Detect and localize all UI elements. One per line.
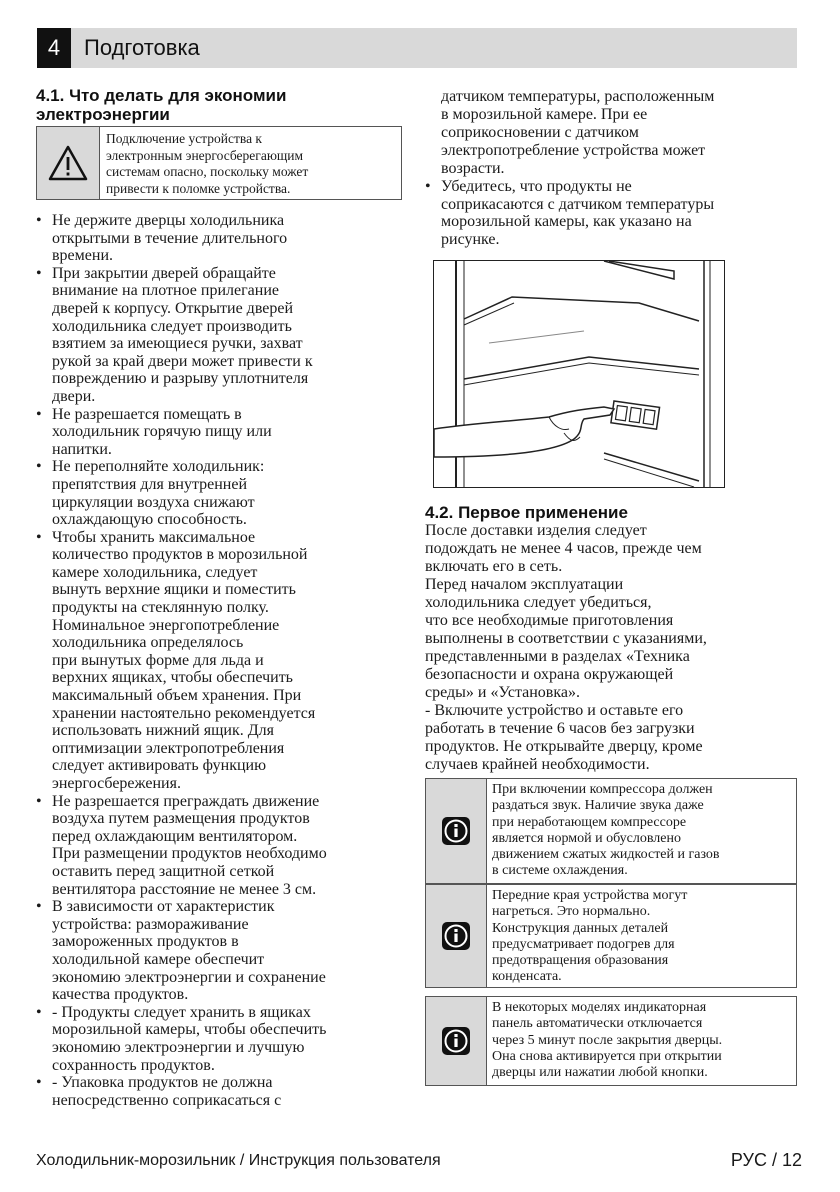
text-line: холодильника следует производить — [52, 317, 292, 335]
bullet-item — [36, 1004, 406, 1074]
bullet-item — [36, 793, 406, 899]
text-line: случаев крайней необходимости. — [425, 756, 650, 773]
right-column-text — [425, 88, 797, 248]
text-line: Передние края устройства могут — [492, 888, 688, 903]
text-line: камере холодильника, следует — [52, 563, 258, 581]
text-line: • Не переполняйте холодильник: — [52, 458, 265, 476]
text-line: перед охлаждающим вентилятором. — [52, 827, 298, 845]
bullet-item — [36, 898, 406, 1004]
text-line: препятствия для внутренней — [52, 475, 248, 493]
text-line: является нормой и обусловлено — [492, 830, 681, 846]
text-line: После доставки изделия следует — [425, 522, 647, 539]
text-line: соприкосновении с датчиком — [441, 124, 639, 141]
text-line: при вынутых форме для льда и — [52, 651, 264, 669]
text-line: охлаждающую способность. — [52, 511, 247, 529]
text-line: сохранность продуктов. — [52, 1056, 215, 1074]
text-line: двери. — [52, 387, 96, 405]
text-line: качества продуктов. — [52, 986, 189, 1004]
info-icon-cell — [426, 997, 487, 1085]
text-line: холодильной камере обеспечит — [52, 950, 265, 968]
warning-text — [100, 127, 314, 199]
text-line: При размещении продуктов необходимо — [52, 845, 327, 863]
bullet-item — [36, 458, 406, 528]
text-line: соприкасаются с датчиком температуры — [441, 195, 715, 213]
text-line: в морозильной камере. При ее — [441, 106, 648, 123]
text-line: хранении настоятельно рекомендуется — [52, 704, 316, 722]
bullet-item — [36, 529, 406, 793]
info-note-text — [487, 997, 727, 1085]
text-line: При включении компрессора должен — [492, 782, 713, 797]
text-line: воздуха путем размещения продуктов — [52, 810, 310, 828]
text-line: - Включите устройство и оставьте его — [425, 702, 684, 719]
text-line: представленными в разделах «Техника — [425, 648, 690, 665]
text-line: Она снова активируется при открытии — [492, 1048, 722, 1064]
text-line: движением сжатых жидкостей и газов — [492, 847, 720, 863]
warning-line: электронным энергосберегающим — [106, 147, 304, 163]
text-line: • При закрытии дверей обращайте — [52, 264, 276, 282]
text-line: при неработающем компрессоре — [492, 814, 687, 830]
text-line: использовать нижний ящик. Для — [52, 722, 274, 740]
text-line: устройства: размораживание — [52, 915, 249, 933]
text-line: верхних ящиках, чтобы обеспечить — [52, 669, 293, 687]
info-icon — [441, 816, 471, 846]
text-line: в системе охлаждения. — [492, 863, 628, 879]
text-line: холодильника определялось — [52, 634, 244, 652]
text-line: • - Упаковка продуктов не должна — [52, 1074, 273, 1092]
text-line: Номинальное энергопотребление — [52, 616, 280, 634]
text-line: • Убедитесь, что продукты не — [441, 178, 632, 195]
info-note-2 — [425, 884, 797, 988]
bullet-item — [36, 406, 406, 459]
text-line: конденсата. — [492, 969, 562, 985]
text-line: повреждению и разрыву уплотнителя — [52, 370, 309, 388]
bullet-item — [36, 1074, 406, 1109]
text-line: предотвращения образования — [492, 953, 669, 969]
text-line: электропотребление устройства может — [441, 142, 706, 159]
text-line: датчиком температуры, расположенным — [441, 88, 715, 105]
text-line: вентилятора расстояние не менее 3 см. — [52, 880, 317, 898]
info-note-text — [487, 779, 725, 883]
left-bullet-list — [36, 212, 406, 1109]
text-line: максимальный объем хранения. При — [52, 687, 302, 705]
text-line: дверей к корпусу. Открытие дверей — [52, 299, 294, 317]
info-icon-cell — [426, 885, 487, 987]
text-line: Конструкция данных деталей — [492, 920, 669, 936]
info-note-text — [487, 885, 692, 987]
text-line: возрасти. — [441, 160, 505, 177]
text-line: энергосбережения. — [52, 775, 181, 792]
text-line: Перед началом эксплуатации — [425, 576, 624, 593]
text-line: подождать не менее 4 часов, прежде чем — [425, 540, 702, 557]
section-1-heading-line1: 4.1. Что делать для экономии — [36, 86, 287, 105]
warning-triangle-icon — [47, 144, 89, 182]
text-line: • Не разрешается помещать в — [52, 405, 242, 423]
footer-document-title: Холодильник-морозильник / Инструкция пользователя — [36, 1152, 441, 1169]
text-line: В некоторых моделях индикаторная — [492, 1000, 707, 1015]
text-line: напитки. — [52, 440, 112, 458]
warning-icon-cell — [37, 127, 100, 199]
warning-line: Подключение устройства к — [106, 131, 262, 146]
text-line: экономию электроэнергии и лучшую — [52, 1038, 305, 1056]
text-line: • В зависимости от характеристик — [52, 898, 275, 916]
warning-line: системам опасно, поскольку может — [106, 164, 309, 179]
text-line: времени. — [52, 247, 114, 265]
fridge-sensor-illustration — [433, 260, 725, 488]
text-line: • - Продукты следует хранить в ящиках — [52, 1003, 311, 1021]
continued-bullet-text — [425, 88, 797, 178]
section-2-heading-block — [425, 503, 628, 522]
text-line: нагреться. Это нормально. — [492, 904, 651, 920]
bullet-list — [36, 212, 406, 1109]
footer-page-number: РУС / 12 — [730, 1150, 802, 1170]
text-line: оставить перед защитной сеткой — [52, 862, 275, 880]
warning-line: привести к поломке устройства. — [106, 180, 291, 196]
text-line: рукой за край двери может привести к — [52, 352, 313, 370]
chapter-title: Подготовка — [84, 35, 200, 60]
text-line: работать в течение 6 часов без загрузки — [425, 720, 695, 737]
text-line: замороженных продуктов в — [52, 933, 239, 951]
text-line: взятием за имеющиеся ручки, захват — [52, 335, 303, 353]
text-line: через 5 минут после закрытия дверцы. — [492, 1032, 723, 1048]
text-line: включать его в сеть. — [425, 558, 563, 575]
text-line: безопасности и охрана окружающей — [425, 666, 674, 683]
text-line: холодильник горячую пищу или — [52, 423, 272, 441]
text-line: внимание на плотное прилегание — [52, 282, 279, 300]
section-1-heading-line2: электроэнергии — [36, 105, 170, 124]
text-line: следует активировать функцию — [52, 757, 267, 775]
text-line: панель автоматически отключается — [492, 1016, 703, 1032]
text-line: предусматривает подогрев для — [492, 936, 675, 952]
info-icon-cell — [426, 779, 487, 883]
text-line: среды» и «Установка». — [425, 684, 580, 701]
text-line: рисунке. — [441, 230, 500, 248]
section-1-heading-block — [36, 86, 406, 124]
text-line: циркуляции воздуха снижают — [52, 493, 255, 511]
bullet-list-right — [425, 178, 797, 248]
bullet-item — [425, 178, 797, 248]
info-icon — [441, 1026, 471, 1056]
text-line: • Не держите дверцы холодильника — [52, 212, 285, 229]
text-line: вынуть верхние ящики и поместить — [52, 581, 296, 599]
text-line: морозильной камеры, как указано на — [441, 213, 692, 231]
text-line: непосредственно соприкасаться с — [52, 1091, 282, 1109]
text-line: что все необходимые приготовления — [425, 612, 674, 629]
info-note-3 — [425, 996, 797, 1086]
text-line: дверцы или нажатии любой кнопки. — [492, 1065, 708, 1081]
text-line: количество продуктов в морозильной — [52, 546, 308, 564]
text-line: • Не разрешается преграждать движение — [52, 792, 320, 810]
chapter-number: 4 — [37, 28, 71, 68]
bullet-item — [36, 265, 406, 406]
text-line: • Чтобы хранить максимальное — [52, 528, 256, 546]
text-line: холодильника следует убедиться, — [425, 594, 652, 611]
text-line: продуктов. Не открывайте дверцу, кроме — [425, 738, 703, 755]
bullet-item — [36, 212, 406, 265]
text-line: морозильной камеры, чтобы обеспечить — [52, 1021, 327, 1039]
info-icon — [441, 921, 471, 951]
warning-box — [36, 126, 402, 200]
text-line: экономию электроэнергии и сохранение — [52, 968, 326, 986]
text-line: раздаться звук. Наличие звука даже — [492, 798, 704, 814]
text-line: открытыми в течение длительного — [52, 229, 288, 247]
info-note-1 — [425, 778, 797, 884]
fridge-illustration-image — [434, 261, 724, 487]
text-line: продукты на стеклянную полку. — [52, 599, 269, 617]
text-line: выполнены в соответствии с указаниями, — [425, 630, 707, 647]
section-2-body — [425, 522, 797, 774]
section-2-heading: 4.2. Первое применение — [425, 503, 628, 522]
text-line: оптимизации электропотребления — [52, 739, 285, 757]
